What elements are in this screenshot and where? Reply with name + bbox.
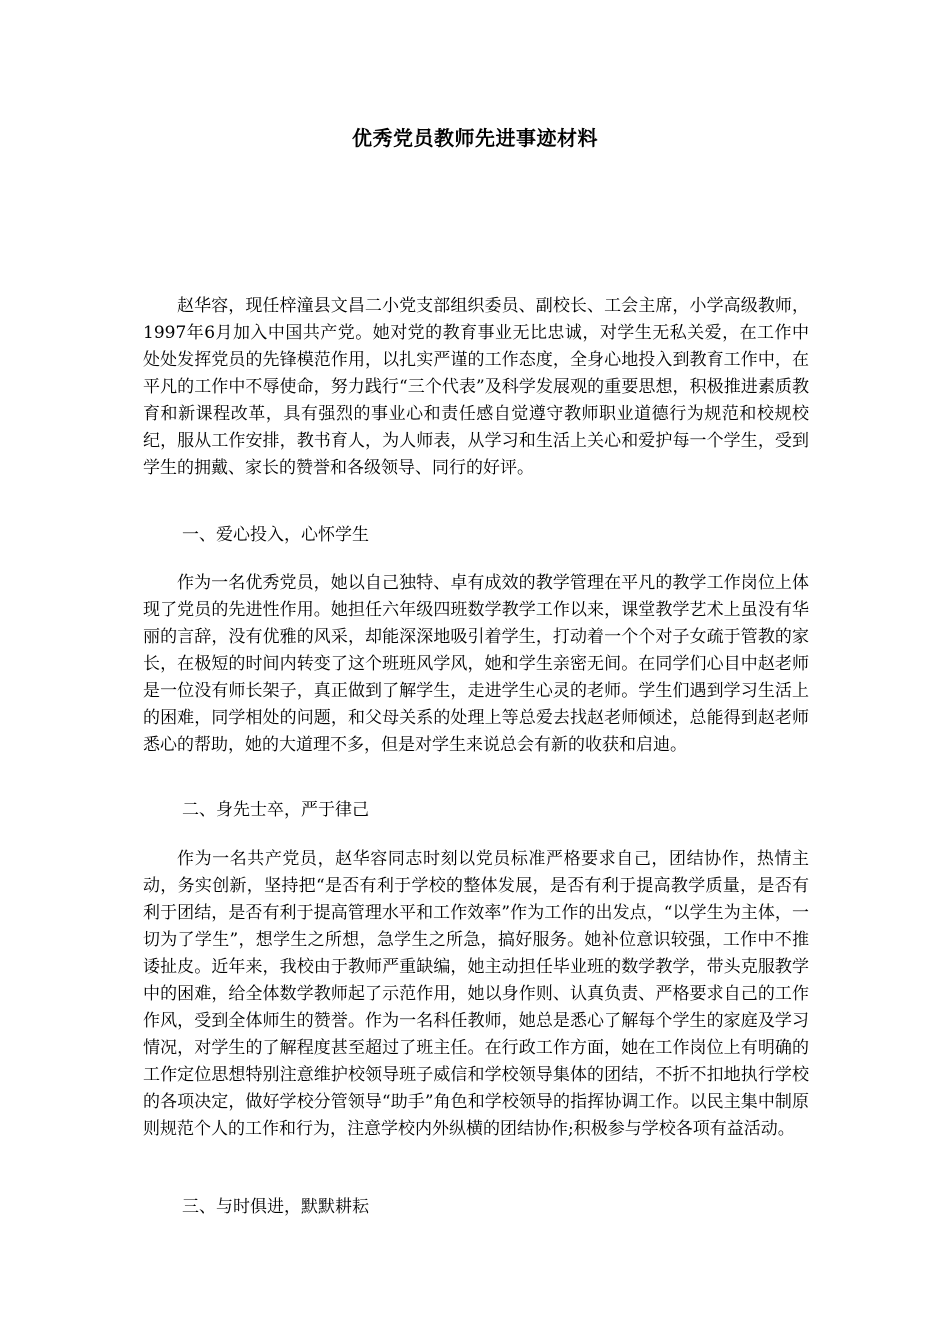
section-heading-2: 二、身先士卒，严于律己 — [182, 800, 369, 820]
intro-paragraph: 赵华容，现任梓潼县文昌二小党支部组织委员、副校长、工会主席，小学高级教师，1997年6月加入中国共产党。她对党的教育事业无比忠诚，对学生无私关爱，在工作中处处发挥党员的先锋模范作用，以扎实严谨的工作态度，全身心地投入到教育工作中，在平凡的工作中不辱使命，努力践行“三个代表”及科学发展观的重要思想，积极推进素质教育和新课程改革，具有强烈的事业心和责任感自觉遵守教师职业道德行为规范和校规校纪，服从工作安排，教书育人，为人师表，从学习和生活上关心和爱护每一个学生，受到学生的拥戴、家长的赞誉和各级领导、同行的好评。 — [143, 296, 809, 478]
section-body-2: 作为一名共产党员，赵华容同志时刻以党员标准严格要求自己，团结协作，热情主动，务实创新，坚持把“是否有利于学校的整体发展，是否有利于提高教学质量，是否有利于团结，是否有利于提高管理水平和工作效率”作为工作的出发点，“以学生为主体，一切为了学生”，想学生之所想，急学生之所急，搞好服务。她补位意识较强，工作中不推诿扯皮。近年来，我校由于教师严重缺编，她主动担任毕业班的数学教学，带头克服教学中的困难，给全体数学教师起了示范作用，她以身作则、认真负责、严格要求自己的工作作风，受到全体师生的赞誉。作为一名科任教师，她总是悉心了解每个学生的家庭及学习情况，对学生的了解程度甚至超过了班主任。在行政工作方面，她在工作岗位上有明确的工作定位思想特别注意维护校领导班子威信和学校领导集体的团结，不折不扣地执行学校的各项决定，做好学校分管领导“助手”角色和学校领导的指挥协调工作。以民主集中制原则规范个人的工作和行为，注意学校内外纵横的团结协作;积极参与学校各项有益活动。 — [143, 849, 809, 1139]
section-heading-3: 三、与时俱进，默默耕耘 — [182, 1197, 369, 1217]
document-title: 优秀党员教师先进事迹材料 — [352, 126, 598, 150]
section-body-1: 作为一名优秀党员，她以自己独特、卓有成效的教学管理在平凡的教学工作岗位上体现了党员的先进性作用。她担任六年级四班数学教学工作以来，课堂教学艺术上虽没有华丽的言辞，没有优雅的风采，却能深深地吸引着学生，打动着一个个对子女疏于管教的家长，在极短的时间内转变了这个班班风学风，她和学生亲密无间。在同学们心目中赵老师是一位没有师长架子，真正做到了解学生，走进学生心灵的老师。学生们遇到学习生活上的困难，同学相处的问题，和父母关系的处理上等总爱去找赵老师倾述，总能得到赵老师悉心的帮助，她的大道理不多，但是对学生来说总会有新的收获和启迪。 — [143, 573, 809, 755]
section-heading-1: 一、爱心投入，心怀学生 — [182, 525, 369, 545]
